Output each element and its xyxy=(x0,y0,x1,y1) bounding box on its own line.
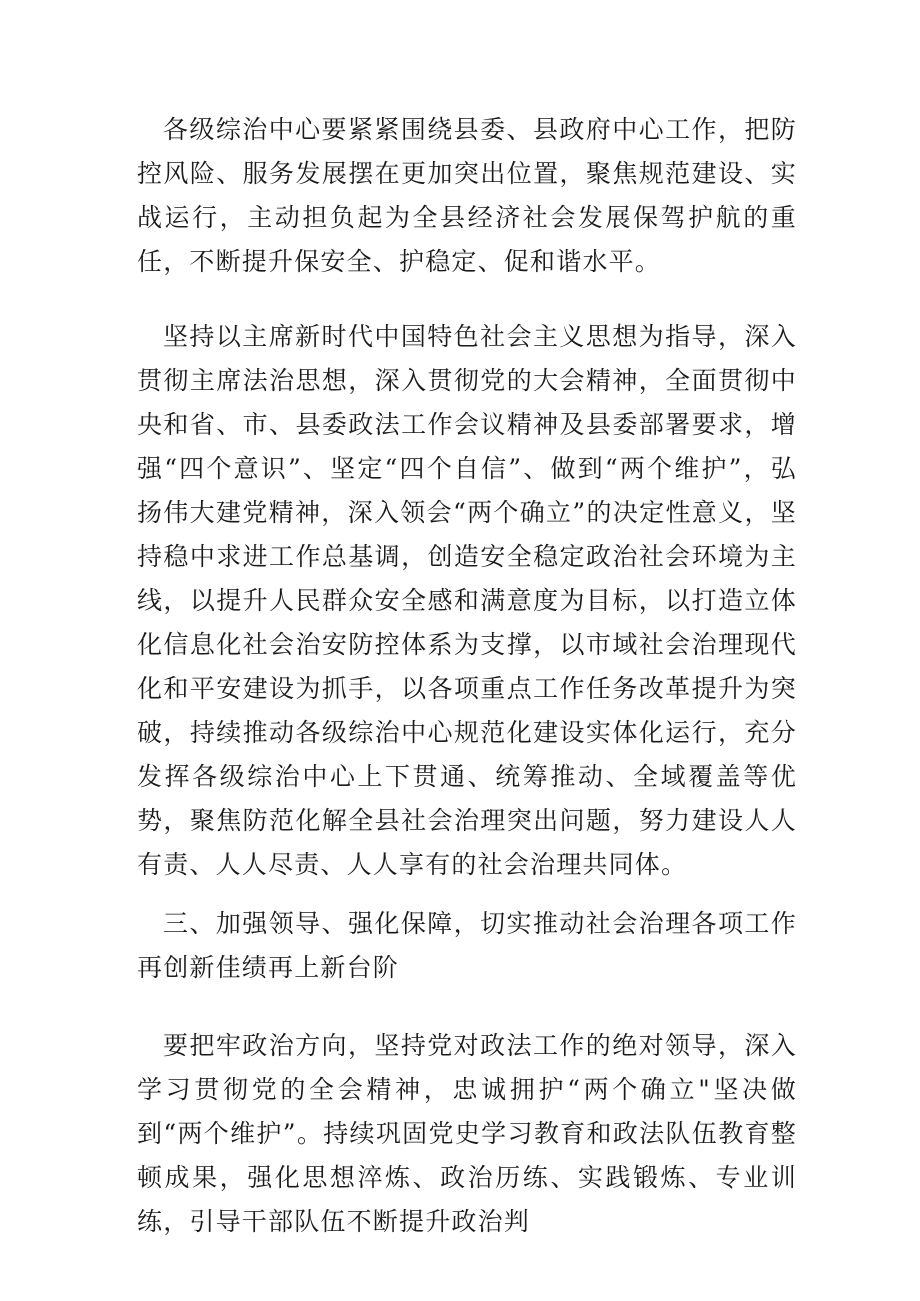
paragraph-guiding-thought: 坚持以主席新时代中国特色社会主义思想为指导，深入贯彻主席法治思想，深入贯彻党的大会精神，全面贯彻中央和省、市、县委政法工作会议精神及县委部署要求，增强“四个意识”、坚定“四个自信”、做到“两个维护”，弘扬伟大建党精神，深入领会“两个确立”的决定性意义，坚持稳中求进工作总基调，创造安全稳定政治社会环境为主线，以提升人民群众安全感和满意度为目标，以打造立体化信息化社会治安防控体系为支撑，以市域社会治理现代化和平安建设为抓手，以各项重点工作任务改革提升为突破，持续推动各级综治中心规范化建设实体化运行，充分发挥各级综治中心上下贯通、统筹推动、全域覆盖等优势，聚焦防范化解全县社会治理突出问题，努力建设人人有责、人人尽责、人人享有的社会治理共同体。 xyxy=(137,322,797,879)
paragraph-center-work: 各级综治中心要紧紧围绕县委、县政府中心工作，把防控风险、服务发展摆在更加突出位置，聚焦规范建设、实战运行，主动担负起为全县经济社会发展保驾护航的重任，不断提升保安全、护稳定、促和谐水平。 xyxy=(137,115,797,276)
paragraph-political-direction: 要把牢政治方向，坚持党对政法工作的绝对领导，深入学习贯彻党的全会精神，忠诚拥护“两个确立"坚决做到“两个维护”。持续巩固党史学习教育和政法队伍教育整顿成果，强化思想淬炼、政治历练、实践锻炼、专业训练，引导干部队伍不断提升政治判 xyxy=(137,1031,797,1236)
section-heading-three: 三、加强领导、强化保障，切实推动社会治理各项工作再创新佳绩再上新台阶 xyxy=(137,909,797,982)
